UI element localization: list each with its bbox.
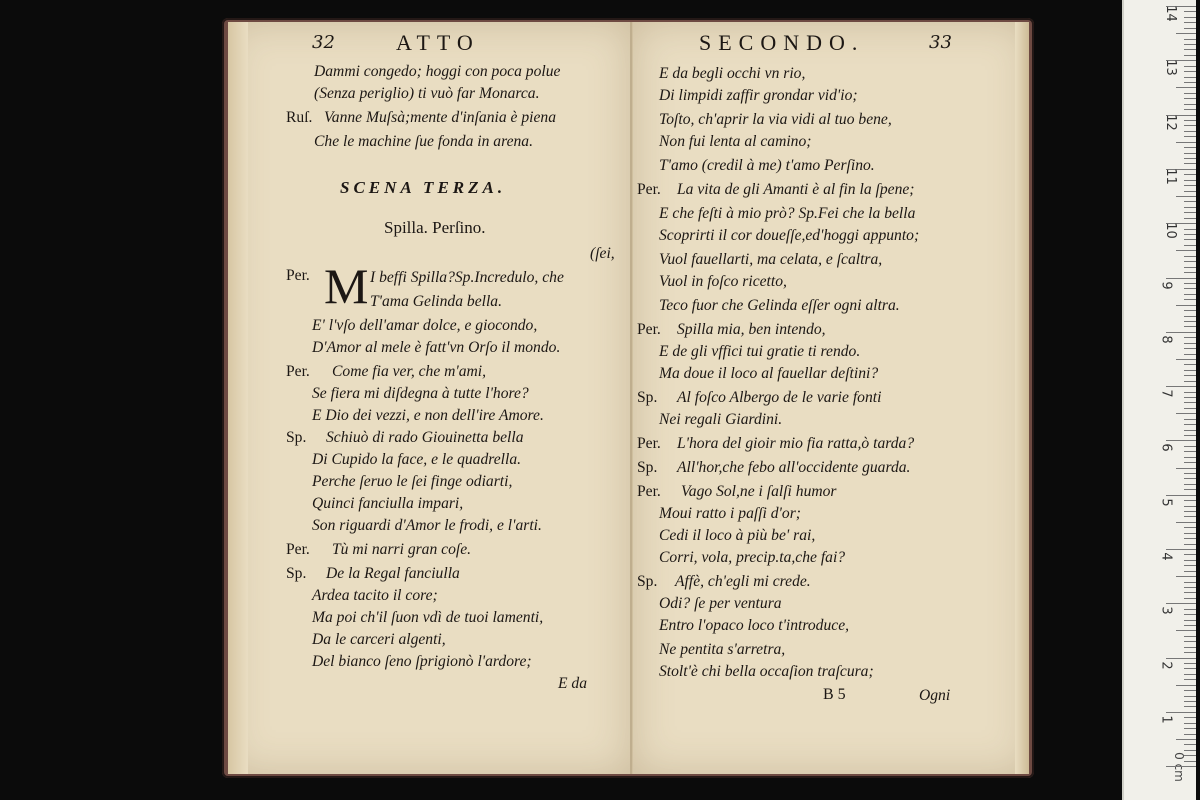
text-line: Quinci fanciulla impari, [312,495,464,512]
ruler-tick [1184,761,1196,762]
scene-title: SCENA TERZA. [340,178,507,197]
ruler-tick [1184,690,1196,691]
ruler-tick [1166,495,1196,496]
text-line: Vuol fauellarti, ma celata, e ſcaltra, [659,251,883,268]
text-line: Spilla mia, ben intendo, [677,321,826,338]
ruler-tick [1184,679,1196,680]
text-line: Tù mi narri gran coſe. [332,541,472,558]
ruler-tick [1184,191,1196,192]
ruler-tick [1184,348,1196,349]
text-line: Perche ſeruo le ſei finge odiarti, [312,473,513,490]
ruler-tick [1184,364,1196,365]
ruler-tick [1176,468,1196,469]
ruler-tick [1184,28,1196,29]
ruler-tick [1184,153,1196,154]
ruler-tick [1184,706,1196,707]
text-line: Odi? ſe per ventura [659,595,782,612]
ruler-number: 11 [1162,168,1178,185]
ruler-tick [1184,582,1196,583]
text-line: Corri, vola, precip.ta,che fai? [659,549,846,566]
speaker-label: Sp. [286,429,307,446]
ruler-tick [1184,516,1196,517]
ruler-tick [1166,278,1196,279]
ruler-number: 2 [1158,660,1174,670]
text-line: Non fui lenta al camino; [659,133,812,150]
ruler-tick [1184,163,1196,164]
ruler-tick [1184,663,1196,664]
text-line: Ma doue il loco al fauellar deſtini? [659,365,879,382]
ruler-tick [1184,98,1196,99]
text-line: La vita de gli Amanti è al fin la ſpene; [677,181,915,198]
ruler-tick [1184,109,1196,110]
speaker-label: Sp. [637,573,658,590]
ruler-tick [1184,245,1196,246]
ruler-tick [1184,310,1196,311]
ruler-number: 6 [1158,443,1174,453]
ruler-tick [1184,397,1196,398]
ruler-number: 8 [1158,335,1174,344]
ruler-tick [1184,544,1196,545]
catchword: E da [558,675,588,692]
ruler-tick [1184,484,1196,485]
text-line: T'ama Gelinda bella. [370,293,502,310]
ruler-tick [1184,39,1196,40]
ruler-tick [1184,77,1196,78]
ruler-tick [1184,419,1196,420]
speaker-label: Per. [286,267,310,284]
running-head: ATTO [396,30,480,55]
ruler-number: 7 [1158,389,1174,398]
text-line: Vago Sol,ne i ſalſi humor [681,483,837,500]
ruler-tick [1184,66,1196,67]
text-line: Di Cupido la face, e le quadrella. [312,451,522,468]
ruler-tick [1184,354,1196,355]
ruler-number: 13 [1162,59,1178,77]
ruler-tick [1184,261,1196,262]
ruler-tick [1184,201,1196,202]
ruler-number: 4 [1158,552,1174,561]
speaker-label: Sp. [637,389,658,406]
ruler-tick [1184,723,1196,724]
ruler-tick [1166,712,1196,713]
text-line: T'amo (credil à me) t'amo Perſino. [659,157,875,174]
ruler-tick [1176,413,1196,414]
ruler-tick [1184,668,1196,669]
speaker-label: Per. [637,435,661,452]
character-list: Spilla. Perſino. [384,218,486,237]
ruler-tick [1176,87,1196,88]
ruler-tick [1184,598,1196,599]
ruler-tick [1184,212,1196,213]
ruler-number: 5 [1158,498,1174,507]
text-line: Come fia ver, che m'ami, [332,363,487,380]
speaker-label: Per. [637,181,661,198]
catchword: Ogni [919,687,951,704]
left-page [228,22,632,774]
ruler-tick [1184,234,1196,235]
ruler-tick [1184,55,1196,56]
ruler-tick [1184,136,1196,137]
text-line: De la Regal fanciulla [326,565,460,582]
ruler-tick [1184,674,1196,675]
ruler-tick [1184,294,1196,295]
text-line: Vuol in foſco ricetto, [659,273,787,290]
ruler-tick [1184,22,1196,23]
text-line: Entro l'opaco loco t'introduce, [659,617,850,634]
ruler-tick [1184,424,1196,425]
text-line: E Dio dei vezzi, e non dell'ire Amore. [312,407,544,424]
text-line: E che feſti à mio prò? Sp.Fei che la bella [659,205,916,222]
text-line: D'Amor al mele è fatt'vn Orſo il mondo. [312,339,561,356]
page-number: 33 [929,32,952,53]
text-line: Schiuò di rado Giouinetta bella [326,429,524,446]
text-line: Son riguardi d'Amor le frodi, e l'arti. [312,517,542,534]
text-line: Ardea tacito il core; [312,587,438,604]
ruler-tick [1184,267,1196,268]
ruler-tick [1184,717,1196,718]
ruler-tick [1184,82,1196,83]
page-number: 32 [312,32,335,53]
ruler-tick [1184,527,1196,528]
ruler-tick [1176,522,1196,523]
ruler-tick [1184,636,1196,637]
ruler-tick [1184,71,1196,72]
ruler-tick [1184,609,1196,610]
ruler-tick [1184,734,1196,735]
text-line: Affè, ch'egli mi crede. [675,573,811,590]
ruler-tick [1184,272,1196,273]
drop-cap: M [324,258,369,314]
ruler-tick [1184,473,1196,474]
ruler-tick [1184,337,1196,338]
ruler-number: 1 [1158,715,1174,724]
text-line: Al foſco Albergo de le varie fonti [677,389,882,406]
ruler-tick [1184,93,1196,94]
ruler-tick [1176,305,1196,306]
ruler-tick [1184,592,1196,593]
ruler-tick [1176,142,1196,143]
ruler-tick [1184,392,1196,393]
ruler-tick [1184,701,1196,702]
ruler-tick [1176,33,1196,34]
ruler-tick [1166,549,1196,550]
text-line: E de gli vffici tui gratie ti rendo. [659,343,861,360]
ruler-number: 14 [1162,5,1178,22]
ruler-tick [1184,560,1196,561]
ruler-tick [1184,120,1196,121]
text-line: (ſei, [590,245,615,262]
ruler-tick [1184,511,1196,512]
ruler-tick [1184,11,1196,12]
ruler-tick [1184,321,1196,322]
ruler-tick [1184,647,1196,648]
text-line: I beffi Spilla?Sp.Incredulo, che [370,269,564,286]
ruler-tick [1184,185,1196,186]
ruler-tick [1184,744,1196,745]
ruler-tick [1184,408,1196,409]
ruler-tick [1176,359,1196,360]
ruler-tick [1184,652,1196,653]
ruler-tick [1184,538,1196,539]
text-line: Ma poi ch'il ſuon vdì de tuoi lamenti, [312,609,544,626]
ruler-tick [1184,506,1196,507]
ruler-tick [1184,44,1196,45]
ruler-tick [1184,326,1196,327]
ruler-tick [1184,207,1196,208]
running-head: SECONDO. [699,30,865,55]
ruler-tick [1184,229,1196,230]
text-line: Moui ratto i paſſi d'or; [659,505,801,522]
ruler-tick [1184,533,1196,534]
ruler-tick [1184,381,1196,382]
ruler-tick [1184,283,1196,284]
ruler-tick [1184,565,1196,566]
ruler-number: 12 [1162,113,1178,131]
ruler-tick [1166,332,1196,333]
speaker-label: Sp. [637,459,658,476]
ruler-tick [1184,180,1196,181]
ruler-tick [1184,104,1196,105]
text-line: Toſto, ch'aprir la via vidi al tuo bene, [659,111,892,128]
text-line: L'hora del gioir mio fia ratta,ò tarda? [677,435,915,452]
ruler-tick [1184,316,1196,317]
text-line: Cedi il loco à più be' rai, [659,527,816,544]
ruler-tick [1184,299,1196,300]
ruler-tick [1184,500,1196,501]
speaker-label: Per. [286,541,310,558]
measuring-ruler [1122,0,1196,800]
ruler-tick [1184,49,1196,50]
text-line: Dammi congedo; hoggi con poca polue [314,63,561,80]
speaker-label: Per. [637,483,661,500]
ruler-tick [1176,739,1196,740]
text-line: Stolt'è chi bella occaſion traſcura; [659,663,874,680]
ruler-tick [1184,457,1196,458]
ruler-tick [1166,386,1196,387]
text-line: Scoprirti il cor doueſſe,ed'hoggi appunto; [659,227,920,244]
ruler-tick [1184,375,1196,376]
speaker-label: Per. [637,321,661,338]
text-line: Da le carceri algenti, [312,631,446,648]
ruler-tick [1184,571,1196,572]
ruler-tick [1166,766,1196,767]
ruler-tick [1184,239,1196,240]
right-page [632,22,1029,774]
ruler-tick [1184,218,1196,219]
ruler-tick [1184,696,1196,697]
text-line: E da begli occhi vn rio, [659,65,806,82]
text-line: Vanne Muſsà;mente d'inſania è piena [324,109,556,126]
ruler-tick [1166,658,1196,659]
ruler-tick [1184,147,1196,148]
ruler-tick [1184,17,1196,18]
speaker-label: Sp. [286,565,307,582]
ruler-tick [1184,430,1196,431]
ruler-tick [1184,641,1196,642]
ruler-tick [1184,256,1196,257]
ruler-tick [1184,489,1196,490]
ruler-tick [1184,446,1196,447]
ruler-tick [1184,370,1196,371]
ruler-tick [1184,158,1196,159]
ruler-tick [1184,728,1196,729]
ruler-tick [1184,625,1196,626]
ruler-tick [1184,174,1196,175]
text-line: Nei regali Giardini. [659,411,783,428]
text-line: Teco fuor che Gelinda eſſer ogni altra. [659,297,900,314]
ruler-tick [1184,288,1196,289]
text-line: (Senza periglio) ti vuò far Monarca. [314,85,540,102]
ruler-tick [1184,554,1196,555]
ruler-tick [1184,435,1196,436]
ruler-tick [1184,620,1196,621]
ruler-tick [1184,755,1196,756]
ruler-tick [1184,614,1196,615]
text-line: Di limpidi zaffir grondar vid'io; [659,87,858,104]
ruler-tick [1184,462,1196,463]
ruler-tick [1184,478,1196,479]
ruler-tick [1166,440,1196,441]
ruler-tick [1176,576,1196,577]
text-line: E' l'vſo dell'amar dolce, e giocondo, [312,317,538,334]
ruler-tick [1184,587,1196,588]
ruler-tick [1184,343,1196,344]
ruler-tick [1166,603,1196,604]
ruler-tick [1184,402,1196,403]
ruler-tick [1176,196,1196,197]
ruler-number: 3 [1158,606,1174,615]
signature-mark: B 5 [823,686,846,703]
ruler-tick [1184,451,1196,452]
speaker-label: Per. [286,363,310,380]
text-line: Ne pentita s'arretra, [659,641,786,658]
speaker-label: Ruſ. [286,109,313,126]
ruler-number: 10 [1162,222,1178,239]
ruler-tick [1176,630,1196,631]
ruler-tick [1176,685,1196,686]
text-line: All'hor,che febo all'occidente guarda. [677,459,911,476]
ruler-tick [1184,131,1196,132]
ruler-tick [1184,750,1196,751]
ruler-tick [1184,125,1196,126]
text-line: Che le machine ſue fonda in arena. [314,133,533,150]
text-line: Del bianco ſeno ſprigionò l'ardore; [312,653,532,670]
ruler-tick [1176,250,1196,251]
ruler-number: 9 [1158,280,1174,290]
text-line: Se fiera mi diſdegna à tutte l'hore? [312,385,529,402]
